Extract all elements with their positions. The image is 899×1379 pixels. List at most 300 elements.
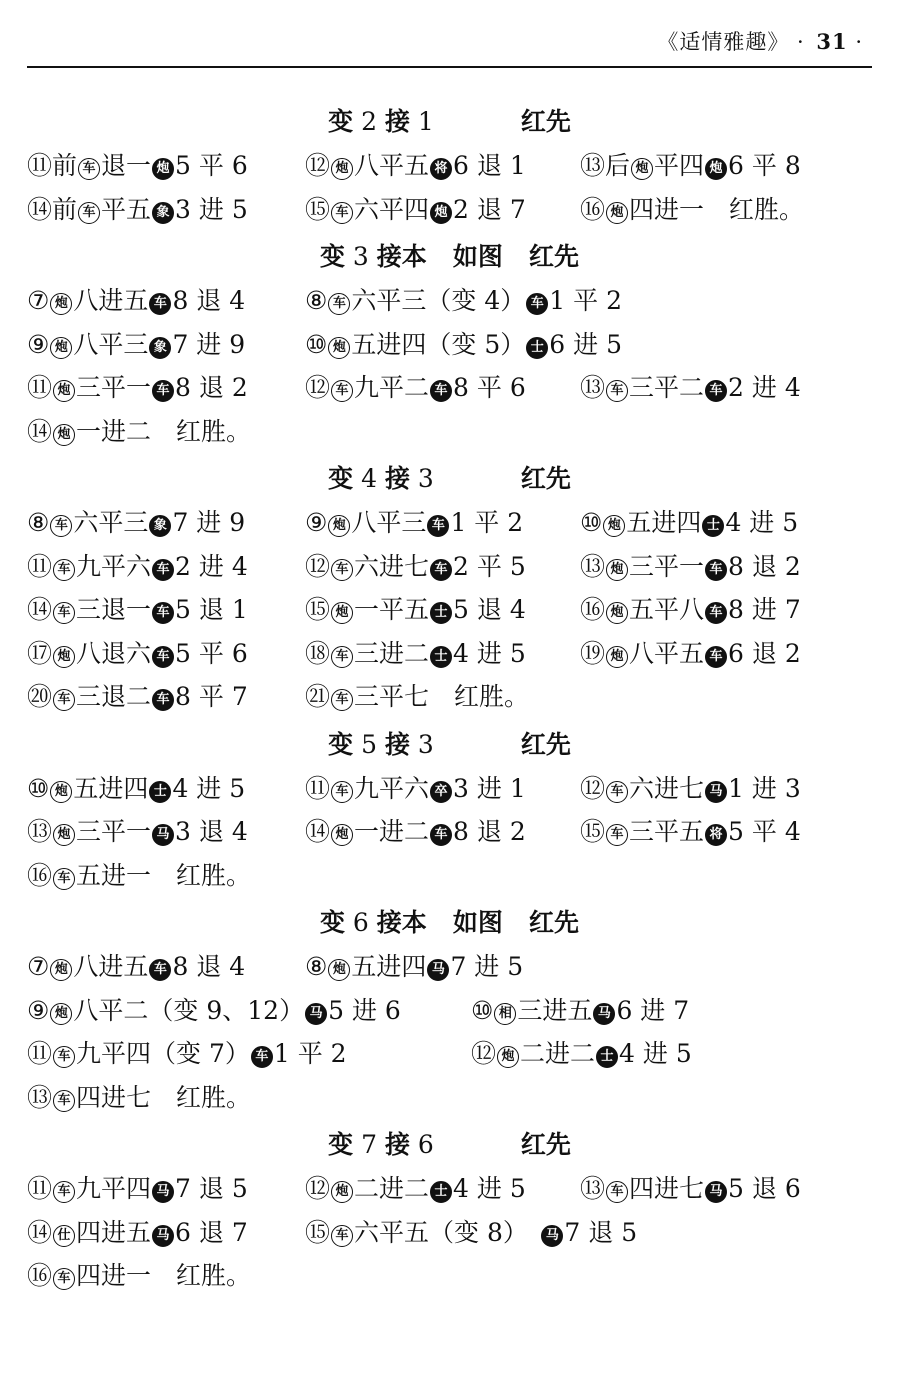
title-first-move: 红先 — [433, 464, 571, 493]
move-text: 6 退 7 — [175, 1217, 248, 1247]
header-rule — [27, 66, 872, 68]
black-piece-icon: 车 — [149, 293, 171, 315]
section-title — [27, 723, 872, 767]
move-text: 四进五 — [76, 1217, 152, 1247]
red-piece-icon: 炮 — [331, 602, 353, 624]
move-entry — [305, 545, 526, 589]
move-entry — [580, 366, 801, 410]
move-line — [27, 588, 872, 632]
red-piece-icon: 炮 — [53, 824, 75, 846]
red-piece-icon: 炮 — [53, 646, 75, 668]
red-piece-icon: 车 — [331, 646, 353, 668]
move-entry — [305, 323, 622, 367]
move-line — [27, 1076, 872, 1120]
move-text: 三平一 — [629, 551, 705, 581]
black-piece-icon: 马 — [593, 1003, 615, 1025]
title-first-move: 红先 — [433, 1130, 571, 1159]
move-entry — [27, 588, 248, 632]
black-piece-icon: 士 — [526, 337, 548, 359]
red-piece-icon: 炮 — [603, 515, 625, 537]
move-text: 2 进 4 — [728, 373, 801, 402]
move-text: 3 退 4 — [175, 817, 248, 846]
move-prefix: 前 — [52, 194, 78, 224]
red-piece-icon: 炮 — [497, 1046, 519, 1068]
move-text: 7 进 9 — [172, 329, 246, 359]
move-line — [27, 1167, 872, 1211]
title-number: 6 — [409, 1130, 434, 1159]
move-text: 一平五 — [354, 595, 430, 624]
move-entry — [580, 501, 798, 545]
red-piece-icon: 车 — [53, 559, 75, 581]
move-entry — [305, 588, 526, 632]
move-number: ⑦ — [27, 286, 50, 315]
move-entry — [27, 1254, 251, 1298]
black-piece-icon: 士 — [149, 781, 171, 803]
move-entry — [27, 632, 248, 676]
move-number: ⑨ — [27, 329, 50, 359]
move-text: 二进二 — [520, 1039, 596, 1068]
move-line — [27, 545, 872, 589]
move-number: ⑫ — [471, 1039, 497, 1068]
move-entry — [471, 989, 689, 1033]
move-text: 九平二 — [354, 373, 430, 402]
move-text: 7 进 9 — [172, 508, 246, 537]
move-entry — [27, 323, 245, 367]
red-piece-icon: 车 — [53, 1268, 75, 1290]
move-text: 五进四（变 5） — [351, 329, 526, 359]
black-piece-icon: 车 — [152, 646, 174, 668]
move-text: 1 平 2 — [273, 1039, 347, 1068]
move-text: 1 平 2 — [549, 286, 622, 315]
title-number: 3 — [344, 242, 377, 271]
title-number: 3 — [409, 729, 434, 759]
move-number: ⑯ — [27, 1261, 53, 1290]
move-entry — [27, 410, 251, 454]
move-entry — [305, 675, 529, 719]
move-number: ⑮ — [580, 817, 606, 846]
black-piece-icon: 车 — [705, 646, 727, 668]
black-piece-icon: 车 — [251, 1046, 273, 1068]
move-entry — [27, 1076, 251, 1120]
move-number: ⑭ — [305, 817, 331, 846]
black-piece-icon: 将 — [705, 824, 727, 846]
move-text: 5 退 1 — [175, 595, 248, 624]
move-line — [27, 632, 872, 676]
title-first-move: 红先 — [529, 908, 580, 937]
move-text: 六平三 — [73, 508, 149, 537]
move-entry — [27, 989, 401, 1033]
running-header — [657, 26, 863, 56]
red-piece-icon: 车 — [606, 781, 628, 803]
move-number: ⑮ — [305, 194, 331, 224]
red-piece-icon: 车 — [606, 1181, 628, 1203]
red-piece-icon: 车 — [331, 781, 353, 803]
move-entry — [27, 675, 248, 719]
black-piece-icon: 象 — [149, 337, 171, 359]
move-entry — [305, 945, 523, 989]
red-piece-icon: 车 — [78, 158, 100, 180]
spacer — [515, 1218, 540, 1247]
move-number: ⑫ — [305, 551, 331, 581]
move-number: ⑬ — [580, 373, 606, 402]
move-number: ⑩ — [305, 329, 328, 359]
move-entry — [27, 767, 245, 811]
move-entry — [27, 188, 248, 232]
red-piece-icon: 车 — [606, 824, 628, 846]
red-piece-icon: 炮 — [331, 158, 353, 180]
move-text: 三平五 — [629, 817, 705, 846]
black-piece-icon: 车 — [152, 602, 174, 624]
move-text: 五平八 — [629, 595, 705, 624]
red-piece-icon: 车 — [606, 380, 628, 402]
move-entry — [305, 366, 526, 410]
move-line — [27, 810, 872, 854]
black-piece-icon: 象 — [149, 515, 171, 537]
move-text: 8 退 2 — [453, 817, 526, 846]
move-text: 四进一 红胜。 — [629, 194, 805, 224]
title-word: 接 — [384, 107, 410, 136]
move-line — [27, 1211, 872, 1255]
move-entry — [27, 279, 245, 323]
title-word: 接本 — [376, 908, 427, 937]
move-text: 三平七 红胜。 — [354, 682, 530, 711]
move-text: 四进七 红胜。 — [76, 1082, 252, 1112]
move-prefix: 后 — [605, 151, 631, 180]
move-number: ⑪ — [27, 151, 53, 180]
move-text: 8 退 4 — [172, 952, 246, 981]
black-piece-icon: 马 — [427, 959, 449, 981]
black-piece-icon: 车 — [705, 602, 727, 624]
red-piece-icon: 车 — [53, 1090, 75, 1112]
move-line — [27, 501, 872, 545]
move-text: 5 退 4 — [453, 595, 526, 624]
black-piece-icon: 马 — [152, 824, 174, 846]
black-piece-icon: 炮 — [152, 158, 174, 180]
title-word: 变 — [328, 107, 354, 136]
move-text: 4 进 5 — [725, 508, 799, 537]
move-text: 2 进 4 — [175, 551, 248, 581]
move-number: ⑬ — [580, 551, 606, 581]
move-number: ⑬ — [27, 1082, 53, 1112]
move-line — [27, 144, 872, 188]
black-piece-icon: 士 — [430, 602, 452, 624]
move-number: ⑲ — [580, 638, 606, 668]
move-text: 1 进 3 — [728, 773, 801, 803]
black-piece-icon: 车 — [152, 689, 174, 711]
move-text: 八平三 — [351, 508, 427, 537]
black-piece-icon: 车 — [152, 559, 174, 581]
move-text: 五进四 — [626, 508, 702, 537]
move-number: ⑳ — [27, 682, 53, 711]
move-text: 三进二 — [354, 638, 430, 668]
move-prefix: 前 — [52, 151, 78, 180]
move-text: 二进二 — [354, 1174, 430, 1203]
section-title — [27, 901, 872, 945]
move-entry — [580, 810, 801, 854]
move-text: 三进五 — [517, 995, 593, 1025]
title-word: 变 — [319, 242, 345, 271]
red-piece-icon: 炮 — [328, 959, 350, 981]
red-piece-icon: 炮 — [50, 781, 72, 803]
black-piece-icon: 车 — [705, 380, 727, 402]
title-word: 如图 — [426, 908, 530, 937]
title-first-move: 红先 — [529, 242, 580, 271]
title-number: 6 — [344, 908, 377, 937]
move-text: 八平三 — [73, 329, 149, 359]
move-text: 2 平 5 — [453, 551, 526, 581]
move-text: 八进五 — [73, 286, 149, 315]
book-title: 《适情雅趣》 — [657, 30, 790, 54]
title-word: 变 — [328, 1130, 354, 1159]
title-first-move: 红先 — [433, 107, 571, 136]
header-dot: · — [797, 30, 805, 54]
move-text: 一进二 — [354, 817, 430, 846]
move-number: ⑯ — [580, 595, 606, 624]
red-piece-icon: 相 — [494, 1003, 516, 1025]
move-line — [27, 410, 872, 454]
move-number: ⑬ — [580, 1174, 606, 1203]
move-text: 九平六 — [354, 773, 430, 803]
move-entry — [305, 188, 526, 232]
move-entry — [305, 632, 526, 676]
move-line — [27, 188, 872, 232]
move-text: 6 退 2 — [728, 638, 801, 668]
red-piece-icon: 炮 — [50, 959, 72, 981]
move-text: 三平二 — [629, 373, 705, 402]
move-text: 5 退 6 — [728, 1174, 801, 1203]
move-number: ⑪ — [305, 773, 331, 803]
move-text: 6 进 5 — [549, 329, 622, 359]
move-entry — [580, 188, 804, 232]
move-line — [27, 675, 872, 719]
red-piece-icon: 炮 — [53, 380, 75, 402]
black-piece-icon: 马 — [541, 1225, 563, 1247]
black-piece-icon: 马 — [152, 1225, 174, 1247]
move-entry — [580, 767, 801, 811]
move-number: ⑫ — [305, 373, 331, 402]
section-title — [27, 235, 872, 279]
move-entry — [27, 810, 248, 854]
red-piece-icon: 炮 — [631, 158, 653, 180]
move-number: ⑨ — [27, 995, 50, 1025]
black-piece-icon: 车 — [526, 293, 548, 315]
move-entry — [305, 501, 523, 545]
red-piece-icon: 车 — [331, 559, 353, 581]
black-piece-icon: 车 — [149, 959, 171, 981]
move-text: 8 退 2 — [175, 373, 248, 402]
move-text: 六平五（变 8） — [354, 1217, 516, 1247]
move-entry — [305, 1211, 637, 1255]
move-number: ⑪ — [27, 1174, 53, 1203]
move-text: 5 平 6 — [175, 151, 248, 180]
move-text: 三退二 — [76, 682, 152, 711]
black-piece-icon: 马 — [305, 1003, 327, 1025]
title-word: 变 — [319, 908, 345, 937]
move-number: ⑩ — [580, 508, 603, 537]
red-piece-icon: 车 — [331, 380, 353, 402]
move-number: ⑬ — [580, 151, 606, 180]
move-text: 三平一 — [76, 373, 152, 402]
move-number: ⑧ — [305, 286, 328, 315]
black-piece-icon: 车 — [430, 380, 452, 402]
move-line — [27, 366, 872, 410]
red-piece-icon: 车 — [53, 1046, 75, 1068]
move-text: 5 进 6 — [328, 995, 401, 1025]
move-text: 三平一 — [76, 817, 152, 846]
red-piece-icon: 炮 — [606, 646, 628, 668]
move-entry — [27, 1167, 248, 1211]
move-number: ⑧ — [27, 508, 50, 537]
move-text: 六进七 — [354, 551, 430, 581]
move-text: 九平四 — [76, 1174, 152, 1203]
title-word: 接本 — [376, 242, 427, 271]
black-piece-icon: 车 — [430, 824, 452, 846]
move-line — [27, 767, 872, 811]
move-entry — [27, 144, 248, 188]
move-number: ⑮ — [305, 595, 331, 624]
red-piece-icon: 车 — [331, 202, 353, 224]
move-text: 六平三（变 4） — [351, 286, 526, 315]
black-piece-icon: 马 — [152, 1181, 174, 1203]
move-text: 八平二（变 9、12） — [73, 995, 305, 1025]
red-piece-icon: 车 — [331, 1225, 353, 1247]
red-piece-icon: 炮 — [53, 424, 75, 446]
move-entry — [305, 1167, 526, 1211]
move-entry — [305, 767, 526, 811]
move-entry — [27, 945, 245, 989]
move-number: ⑦ — [27, 952, 50, 981]
move-text: 2 退 7 — [453, 194, 526, 224]
move-line — [27, 989, 872, 1033]
move-entry — [305, 810, 526, 854]
move-entry — [27, 1211, 248, 1255]
red-piece-icon: 车 — [53, 868, 75, 890]
move-number: ⑪ — [27, 1039, 53, 1068]
title-word: 接 — [384, 1130, 410, 1159]
black-piece-icon: 车 — [705, 559, 727, 581]
move-number: ㉑ — [305, 682, 331, 711]
move-text: 4 进 5 — [453, 638, 526, 668]
red-piece-icon: 车 — [53, 689, 75, 711]
title-word: 如图 — [426, 242, 530, 271]
red-piece-icon: 炮 — [331, 824, 353, 846]
move-text: 3 进 5 — [175, 194, 248, 224]
move-text: 5 平 6 — [175, 638, 248, 668]
move-text: 4 进 5 — [453, 1174, 526, 1203]
move-number: ⑫ — [580, 773, 606, 803]
move-entry — [305, 279, 622, 323]
move-number: ⑭ — [27, 595, 53, 624]
red-piece-icon: 炮 — [606, 202, 628, 224]
red-piece-icon: 车 — [328, 293, 350, 315]
move-text: 八退六 — [76, 638, 152, 668]
move-text: 6 退 1 — [453, 151, 526, 180]
move-line — [27, 279, 872, 323]
title-number: 5 — [353, 729, 385, 759]
move-text: 5 平 4 — [728, 817, 801, 846]
move-text: 平四 — [654, 151, 705, 180]
title-number: 4 — [353, 464, 385, 493]
move-entry — [27, 366, 248, 410]
move-line — [27, 854, 872, 898]
move-text: 7 退 5 — [564, 1217, 638, 1247]
section-title — [27, 457, 872, 501]
title-first-move: 红先 — [433, 729, 571, 759]
black-piece-icon: 士 — [430, 1181, 452, 1203]
move-entry — [27, 1032, 347, 1076]
move-number: ⑰ — [27, 638, 53, 668]
move-text: 四进七 — [629, 1174, 705, 1203]
move-text: 五进四 — [351, 952, 427, 981]
move-number: ⑨ — [305, 508, 328, 537]
move-text: 平五 — [101, 194, 152, 224]
black-piece-icon: 车 — [427, 515, 449, 537]
black-piece-icon: 马 — [705, 1181, 727, 1203]
move-number: ⑩ — [471, 995, 494, 1025]
section-title — [27, 1123, 872, 1167]
move-entry — [27, 545, 248, 589]
red-piece-icon: 车 — [78, 202, 100, 224]
move-text: 三退一 — [76, 595, 152, 624]
black-piece-icon: 卒 — [430, 781, 452, 803]
page-number: 31 — [816, 29, 848, 54]
move-number: ⑫ — [305, 151, 331, 180]
black-piece-icon: 士 — [430, 646, 452, 668]
move-number: ⑪ — [27, 551, 53, 581]
move-text: 五进一 红胜。 — [76, 860, 252, 890]
title-number: 2 — [353, 107, 385, 136]
move-number: ⑯ — [580, 194, 606, 224]
move-text: 八平五 — [629, 638, 705, 668]
header-dot-2: · — [855, 30, 863, 54]
red-piece-icon: 炮 — [328, 515, 350, 537]
move-line — [27, 1032, 872, 1076]
black-piece-icon: 士 — [702, 515, 724, 537]
move-entry — [580, 632, 801, 676]
black-piece-icon: 车 — [152, 380, 174, 402]
move-number: ⑪ — [27, 373, 53, 402]
move-line — [27, 1254, 872, 1298]
title-word: 变 — [328, 729, 354, 759]
red-piece-icon: 炮 — [50, 1003, 72, 1025]
red-piece-icon: 炮 — [331, 1181, 353, 1203]
move-entry — [580, 545, 801, 589]
move-text: 六进七 — [629, 773, 705, 803]
game-record-content — [27, 100, 872, 1298]
move-entry — [580, 588, 801, 632]
black-piece-icon: 车 — [430, 559, 452, 581]
black-piece-icon: 马 — [705, 781, 727, 803]
move-line — [27, 323, 872, 367]
red-piece-icon: 车 — [50, 515, 72, 537]
move-text: 8 平 7 — [175, 682, 248, 711]
move-entry — [471, 1032, 692, 1076]
move-text: 8 平 6 — [453, 373, 526, 402]
move-entry — [27, 854, 251, 898]
move-text: 八进五 — [73, 952, 149, 981]
title-number: 1 — [409, 107, 434, 136]
move-text: 7 退 5 — [175, 1174, 248, 1203]
move-number: ⑭ — [27, 1217, 53, 1247]
red-piece-icon: 炮 — [606, 602, 628, 624]
move-text: 八平五 — [354, 151, 430, 180]
black-piece-icon: 士 — [596, 1046, 618, 1068]
title-word: 变 — [328, 464, 354, 493]
section-title — [27, 100, 872, 144]
move-text: 8 退 2 — [728, 551, 801, 581]
move-text: 一进二 红胜。 — [76, 416, 252, 446]
black-piece-icon: 将 — [430, 158, 452, 180]
